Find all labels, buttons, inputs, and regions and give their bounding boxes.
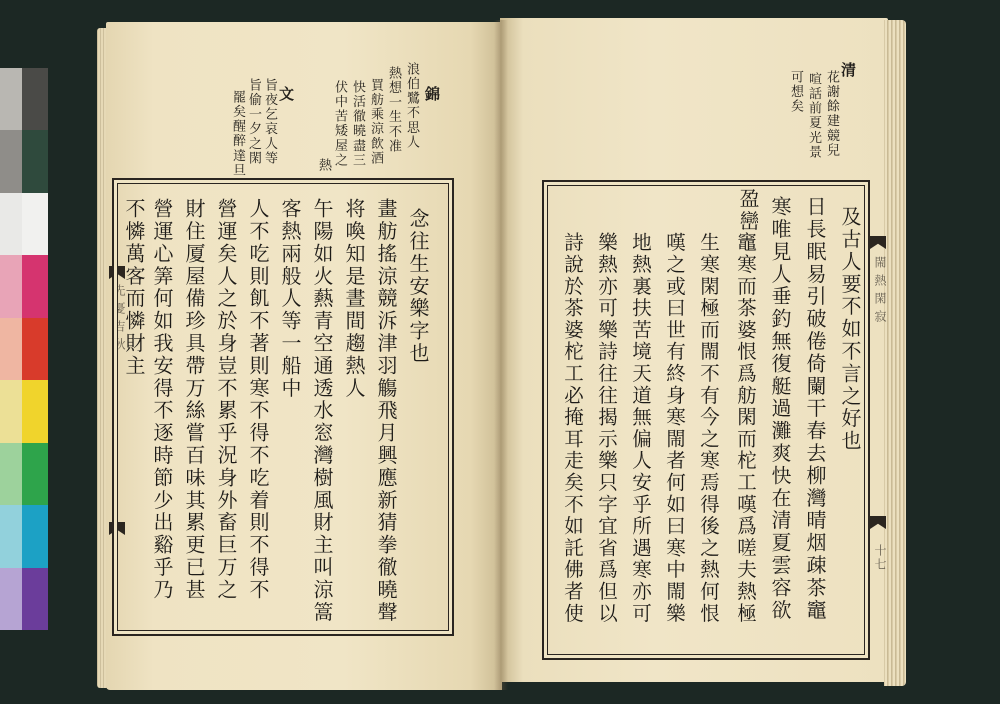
text-column: 不憐萬客而憐財主 — [122, 198, 146, 378]
annotation-column: 熱 — [316, 158, 331, 173]
annotation-column: 快活徹曉盡三 — [350, 80, 365, 168]
color-patch — [0, 255, 22, 317]
text-column: 念往生安樂字也 — [406, 208, 430, 365]
text-column: 嘆之或曰世有終身寒閙者何如曰寒中閙樂 — [663, 232, 686, 625]
annotation-column: 旨偷一夕之閑 — [246, 78, 261, 166]
text-column: 盈巒 — [736, 188, 760, 233]
annotation-column: 可想矣 — [788, 70, 803, 114]
text-column: 畫舫搖涼競泝津羽觴飛月興應新猜拳徹曉聲 — [374, 198, 398, 624]
annotation-column: 喧話前夏光景 — [806, 72, 821, 160]
right-page-edges — [884, 20, 906, 686]
color-patch — [0, 318, 22, 380]
annotation-column: 浪伯鷺不思人 — [404, 62, 419, 150]
page-number: 十七 — [873, 544, 887, 572]
text-column: 詩說於茶婆柁工必掩耳走矣不如託佛者使 — [561, 232, 584, 625]
color-patch — [0, 130, 22, 192]
color-patch — [22, 443, 48, 505]
text-column: 及古人要不如不言之好也 — [838, 206, 862, 453]
text-column: 将喚知是晝間趨熱人 — [342, 198, 366, 400]
color-patch — [0, 443, 22, 505]
text-column: 竈寒而茶婆恨爲舫閑而柁工嘆爲嗟夫熱極 — [734, 232, 757, 625]
color-patch — [22, 505, 48, 567]
annotation-column: 伏中苦矮屋之 — [332, 80, 347, 168]
color-patch — [0, 568, 22, 630]
text-column: 財住厦屋備珍具帶万絲嘗百味其累更已甚 — [182, 198, 206, 602]
color-patch — [22, 568, 48, 630]
color-patch — [22, 130, 48, 192]
annotation-column: 旨夜乞哀人等 — [262, 78, 277, 166]
color-calibration-strip — [0, 68, 48, 630]
color-patch — [22, 68, 48, 130]
text-column: 生寒閑極而閙不有今之寒焉得後之熱何恨 — [697, 232, 720, 625]
annotation-column: 罷矣醒醉達旦 — [230, 90, 245, 178]
fold-margin-text: 先憂吉秋 — [112, 284, 126, 356]
text-column: 客熱兩般人等一船中 — [278, 198, 302, 400]
color-patch — [22, 255, 48, 317]
annotation-column: 花謝餘建競兒 — [824, 70, 839, 158]
text-column: 日長眠易引破倦倚闌干春去柳灣晴烟疎茶竈 — [803, 196, 827, 622]
text-column: 午陽如火爇青空通透水窓灣樹風財主叫涼篙 — [310, 198, 334, 624]
color-patch — [22, 318, 48, 380]
annotation-marker: 清 — [839, 62, 857, 79]
annotation-marker: 錦 — [423, 86, 441, 103]
color-patch — [0, 380, 22, 442]
annotation-column: 買舫乘涼飲酒 — [368, 78, 383, 166]
text-column: 寒唯見人垂釣無復艇過灘爽快在清夏雲容欲 — [768, 196, 792, 622]
main-text-frame-left — [112, 178, 454, 636]
annotation-marker: 文 — [277, 86, 295, 103]
color-patch — [0, 505, 22, 567]
text-column: 營運矣人之於身豈不累乎況身外畜巨万之 — [214, 198, 238, 602]
text-column: 樂熱亦可樂詩往往揭示樂只字宜省爲但以 — [595, 232, 618, 625]
book-spine — [494, 20, 508, 690]
main-text-frame-right — [542, 180, 870, 660]
color-patch — [22, 193, 48, 255]
color-patch — [22, 380, 48, 442]
text-column: 人不吃則飢不著則寒不得不吃着則不得不 — [246, 198, 270, 602]
text-column: 地熱裏扶苦境天道無偏人安乎所遇寒亦可 — [629, 232, 652, 625]
text-column: 營運心筭何如我安得不逐時節少出谿乎乃 — [150, 198, 174, 602]
color-patch — [0, 68, 22, 130]
fold-margin-text: 閙熱閑寂 — [873, 256, 887, 328]
annotation-column: 熱想一生不准 — [386, 66, 401, 154]
color-patch — [0, 193, 22, 255]
